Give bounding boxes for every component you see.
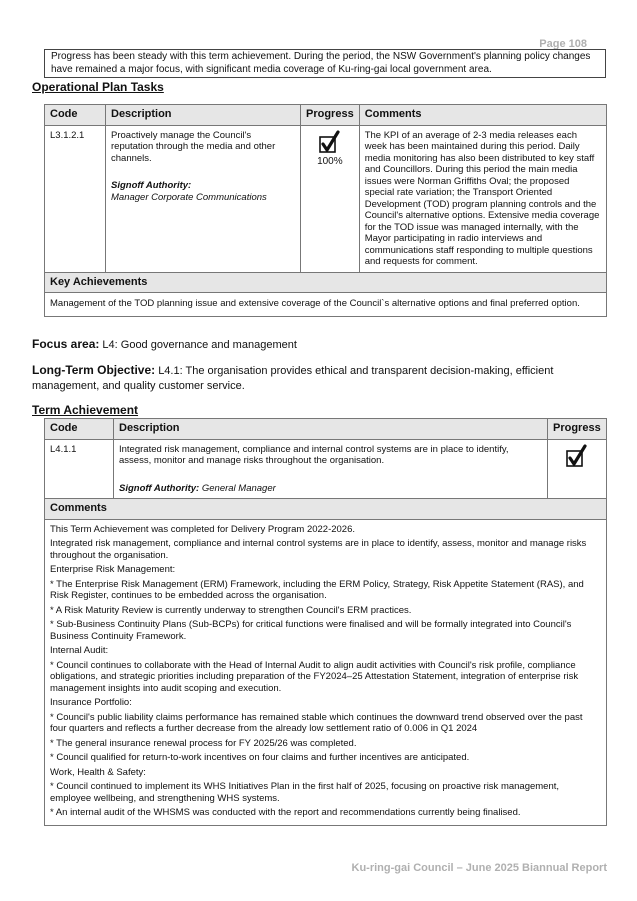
checkbox-checked-icon xyxy=(319,130,341,154)
page-number: Page 108 xyxy=(539,38,587,50)
objective-value: L4.1: The organisation provides ethical and transparent decision-making, efficient management, and quality customer service. xyxy=(32,365,554,392)
comment-line: * Sub-Business Continuity Plans (Sub-BCPs) for critical functions were finalised and will be formally integrated into Council's Business Continuity Framework. xyxy=(50,619,572,642)
task-comments: The KPI of an average of 2-3 media releases each week has been maintained during this period. Daily media monitoring has also been distributed to key staff and Councillors. During this period the main media issues were Norman Griffiths Oval; the proposed special rate variation; the Transport Oriented Development (TOD) program planning controls and the Council's alternative options. Extensive media coverage for the TOD issue was managed internally, with the Mayor participating in radio interviews and communications staff responding to multiple questions and requests for comment. xyxy=(359,125,606,272)
objective-label: Long-Term Objective: xyxy=(32,363,156,377)
col-progress: Progress xyxy=(548,419,607,440)
comment-line: * A Risk Maturity Review is currently underway to strengthen Council's ERM practices. xyxy=(50,604,412,616)
comment-line: * The general insurance renewal process for FY 2025/26 was completed. xyxy=(50,737,357,749)
col-description: Description xyxy=(106,105,301,126)
term-achievement-heading: Term Achievement xyxy=(32,403,139,417)
comment-line: Enterprise Risk Management: xyxy=(50,564,176,575)
col-code: Code xyxy=(45,419,114,440)
comment-line: Work, Health & Safety: xyxy=(50,766,146,778)
task-code: L3.1.2.1 xyxy=(45,125,106,272)
comment-line: This Term Achievement was completed for Delivery Program 2022-2026. xyxy=(50,523,356,535)
long-term-objective xyxy=(32,363,612,394)
term-description: Integrated risk management, compliance and internal control systems are in place to identify, assess, monitor and manage risks throughout the organisation. xyxy=(119,443,509,466)
comment-line: * The Enterprise Risk Management (ERM) Framework, including the ERM Policy, Strategy, Risk Appetite Statement (RAS), and Risk Register, continues to be embedded across the organisation. xyxy=(50,578,584,601)
term-achievement-table xyxy=(44,418,607,826)
comment-line: Insurance Portfolio: xyxy=(50,697,132,708)
col-progress: Progress xyxy=(301,105,360,126)
focus-area xyxy=(32,337,297,351)
focus-area-value: L4: Good governance and management xyxy=(102,339,297,351)
task-description: Proactively manage the Council's reputation through the media and other channels. xyxy=(111,129,276,164)
comments-label: Comments xyxy=(45,499,607,520)
term-signoff-label: Signoff Authority: xyxy=(119,482,200,494)
key-achievements-text: Management of the TOD planning issue and extensive coverage of the Council`s alternative options and final preferred option. xyxy=(45,293,607,317)
comment-line: Internal Audit: xyxy=(50,645,109,656)
intro-text: Progress has been steady with this term achievement. During the period, the NSW Government's planning policy changes have remained a major focus, with significant media coverage of Ku-ring-gai local government area. xyxy=(44,49,606,78)
signoff-label: Signoff Authority: xyxy=(111,180,192,191)
progress-percent: 100% xyxy=(317,155,343,167)
signoff-value: Manager Corporate Communications xyxy=(111,191,267,203)
comment-line: Integrated risk management, compliance and internal control systems are in place to identify, assess, monitor and manage risks throughout the organisation. xyxy=(50,538,587,561)
focus-area-label: Focus area: xyxy=(32,337,100,351)
col-code: Code xyxy=(45,105,106,126)
comment-line: * Council's public liability claims performance has remained stable which continues the downward trend observed over the past four quarters and reflects a further decrease from the already low settlement ratio of 0.006 in Q1 2024 xyxy=(50,711,583,734)
checkbox-checked-icon xyxy=(566,444,588,468)
comment-line: * Council qualified for return-to-work incentives on four claims and further incentives are anticipated. xyxy=(50,752,470,763)
term-signoff-value: General Manager xyxy=(201,482,276,494)
comment-line: * Council continued to implement its WHS Initiatives Plan in the first half of 2025, focusing on proactive risk management, employee wellbeing, and strengthening WHS systems. xyxy=(50,781,560,804)
term-description-cell xyxy=(114,439,548,499)
col-comments: Comments xyxy=(359,105,606,126)
task-progress xyxy=(301,125,360,272)
term-progress xyxy=(548,439,607,499)
comment-line: * Council continues to collaborate with the Head of Internal Audit to align audit activities with Council's risk profile, compliance obligations, and strategic priorities including preparation of the FY2024–25 Attestation Statement, integration of enterprise risk management insights into audit scoping and execution. xyxy=(50,659,579,694)
comment-line: * An internal audit of the WHSMS was conducted with the report and recommendations currently being finalised. xyxy=(50,807,521,818)
term-comments xyxy=(45,519,607,825)
col-description: Description xyxy=(114,419,548,440)
key-achievements-label: Key Achievements xyxy=(45,272,607,293)
footer: Ku-ring-gai Council – June 2025 Biannual Report xyxy=(351,862,607,874)
operational-plan-table xyxy=(44,104,607,317)
task-description-cell xyxy=(106,125,301,272)
term-code: L4.1.1 xyxy=(45,439,114,499)
operational-plan-heading: Operational Plan Tasks xyxy=(32,80,164,94)
